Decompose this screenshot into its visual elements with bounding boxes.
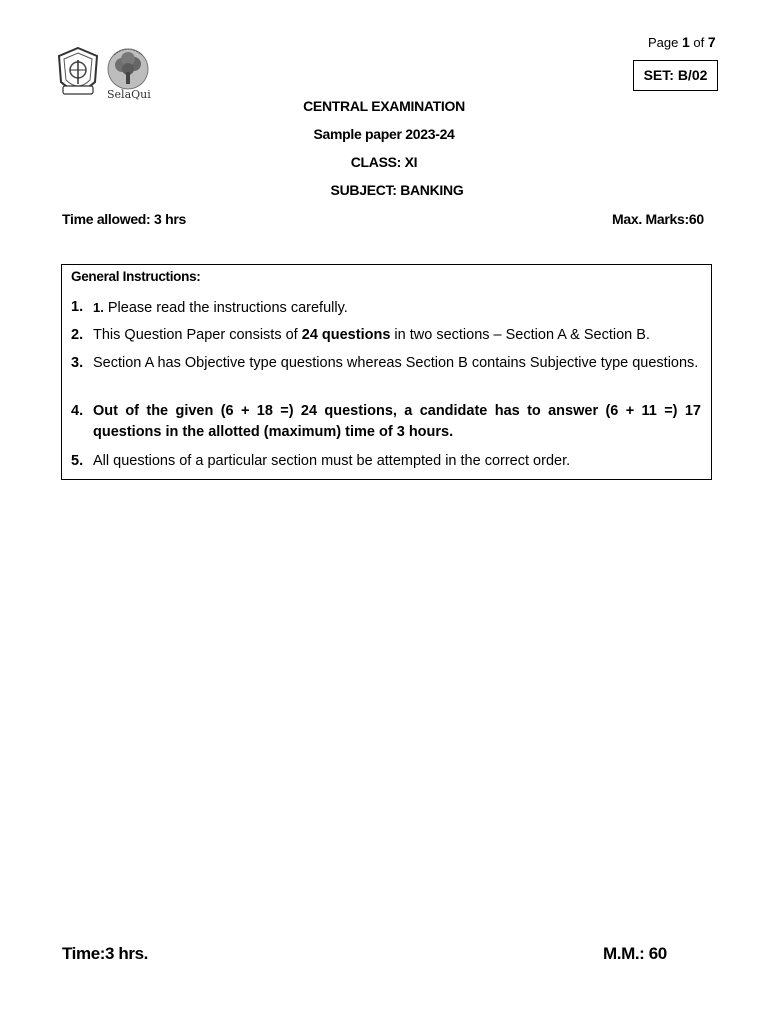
footer-time: Time:3 hrs.	[62, 944, 148, 963]
class-label: CLASS: XI	[350, 154, 418, 170]
instructions-title: General Instructions:	[71, 269, 201, 284]
max-marks: Max. Marks:60	[612, 211, 704, 227]
time-allowed: Time allowed: 3 hrs	[62, 211, 186, 227]
exam-title: CENTRAL EXAMINATION	[303, 98, 465, 114]
set-code: SET: B/02	[643, 67, 708, 83]
school-crest-icon	[55, 46, 101, 100]
set-code-box	[633, 60, 718, 91]
page-number: Page 1 of 7	[648, 34, 716, 50]
tree-emblem-icon	[106, 45, 150, 91]
paper-year: Sample paper 2023-24	[313, 126, 455, 142]
footer-marks: M.M.: 60	[603, 944, 667, 963]
campus-name: SelaQui	[107, 88, 151, 101]
subject-label: SUBJECT: BANKING	[330, 182, 464, 198]
general-instructions-box: General Instructions: 1. 1. Please read the instructions carefully. 2. This Question Paper consists of 24 questions in two sections – Section A & Section B. 3. Section A has Objective type questions whereas Section B contains Subjective type questions. 4. Out of the given (6 + 18 =) 24 questions, a candidate has to answer (6 + 11 =) 17 questions in the allotted (maximum) time of 3 hours. 5. All questions of a particular section must be attempted in the correct order.	[61, 264, 712, 480]
